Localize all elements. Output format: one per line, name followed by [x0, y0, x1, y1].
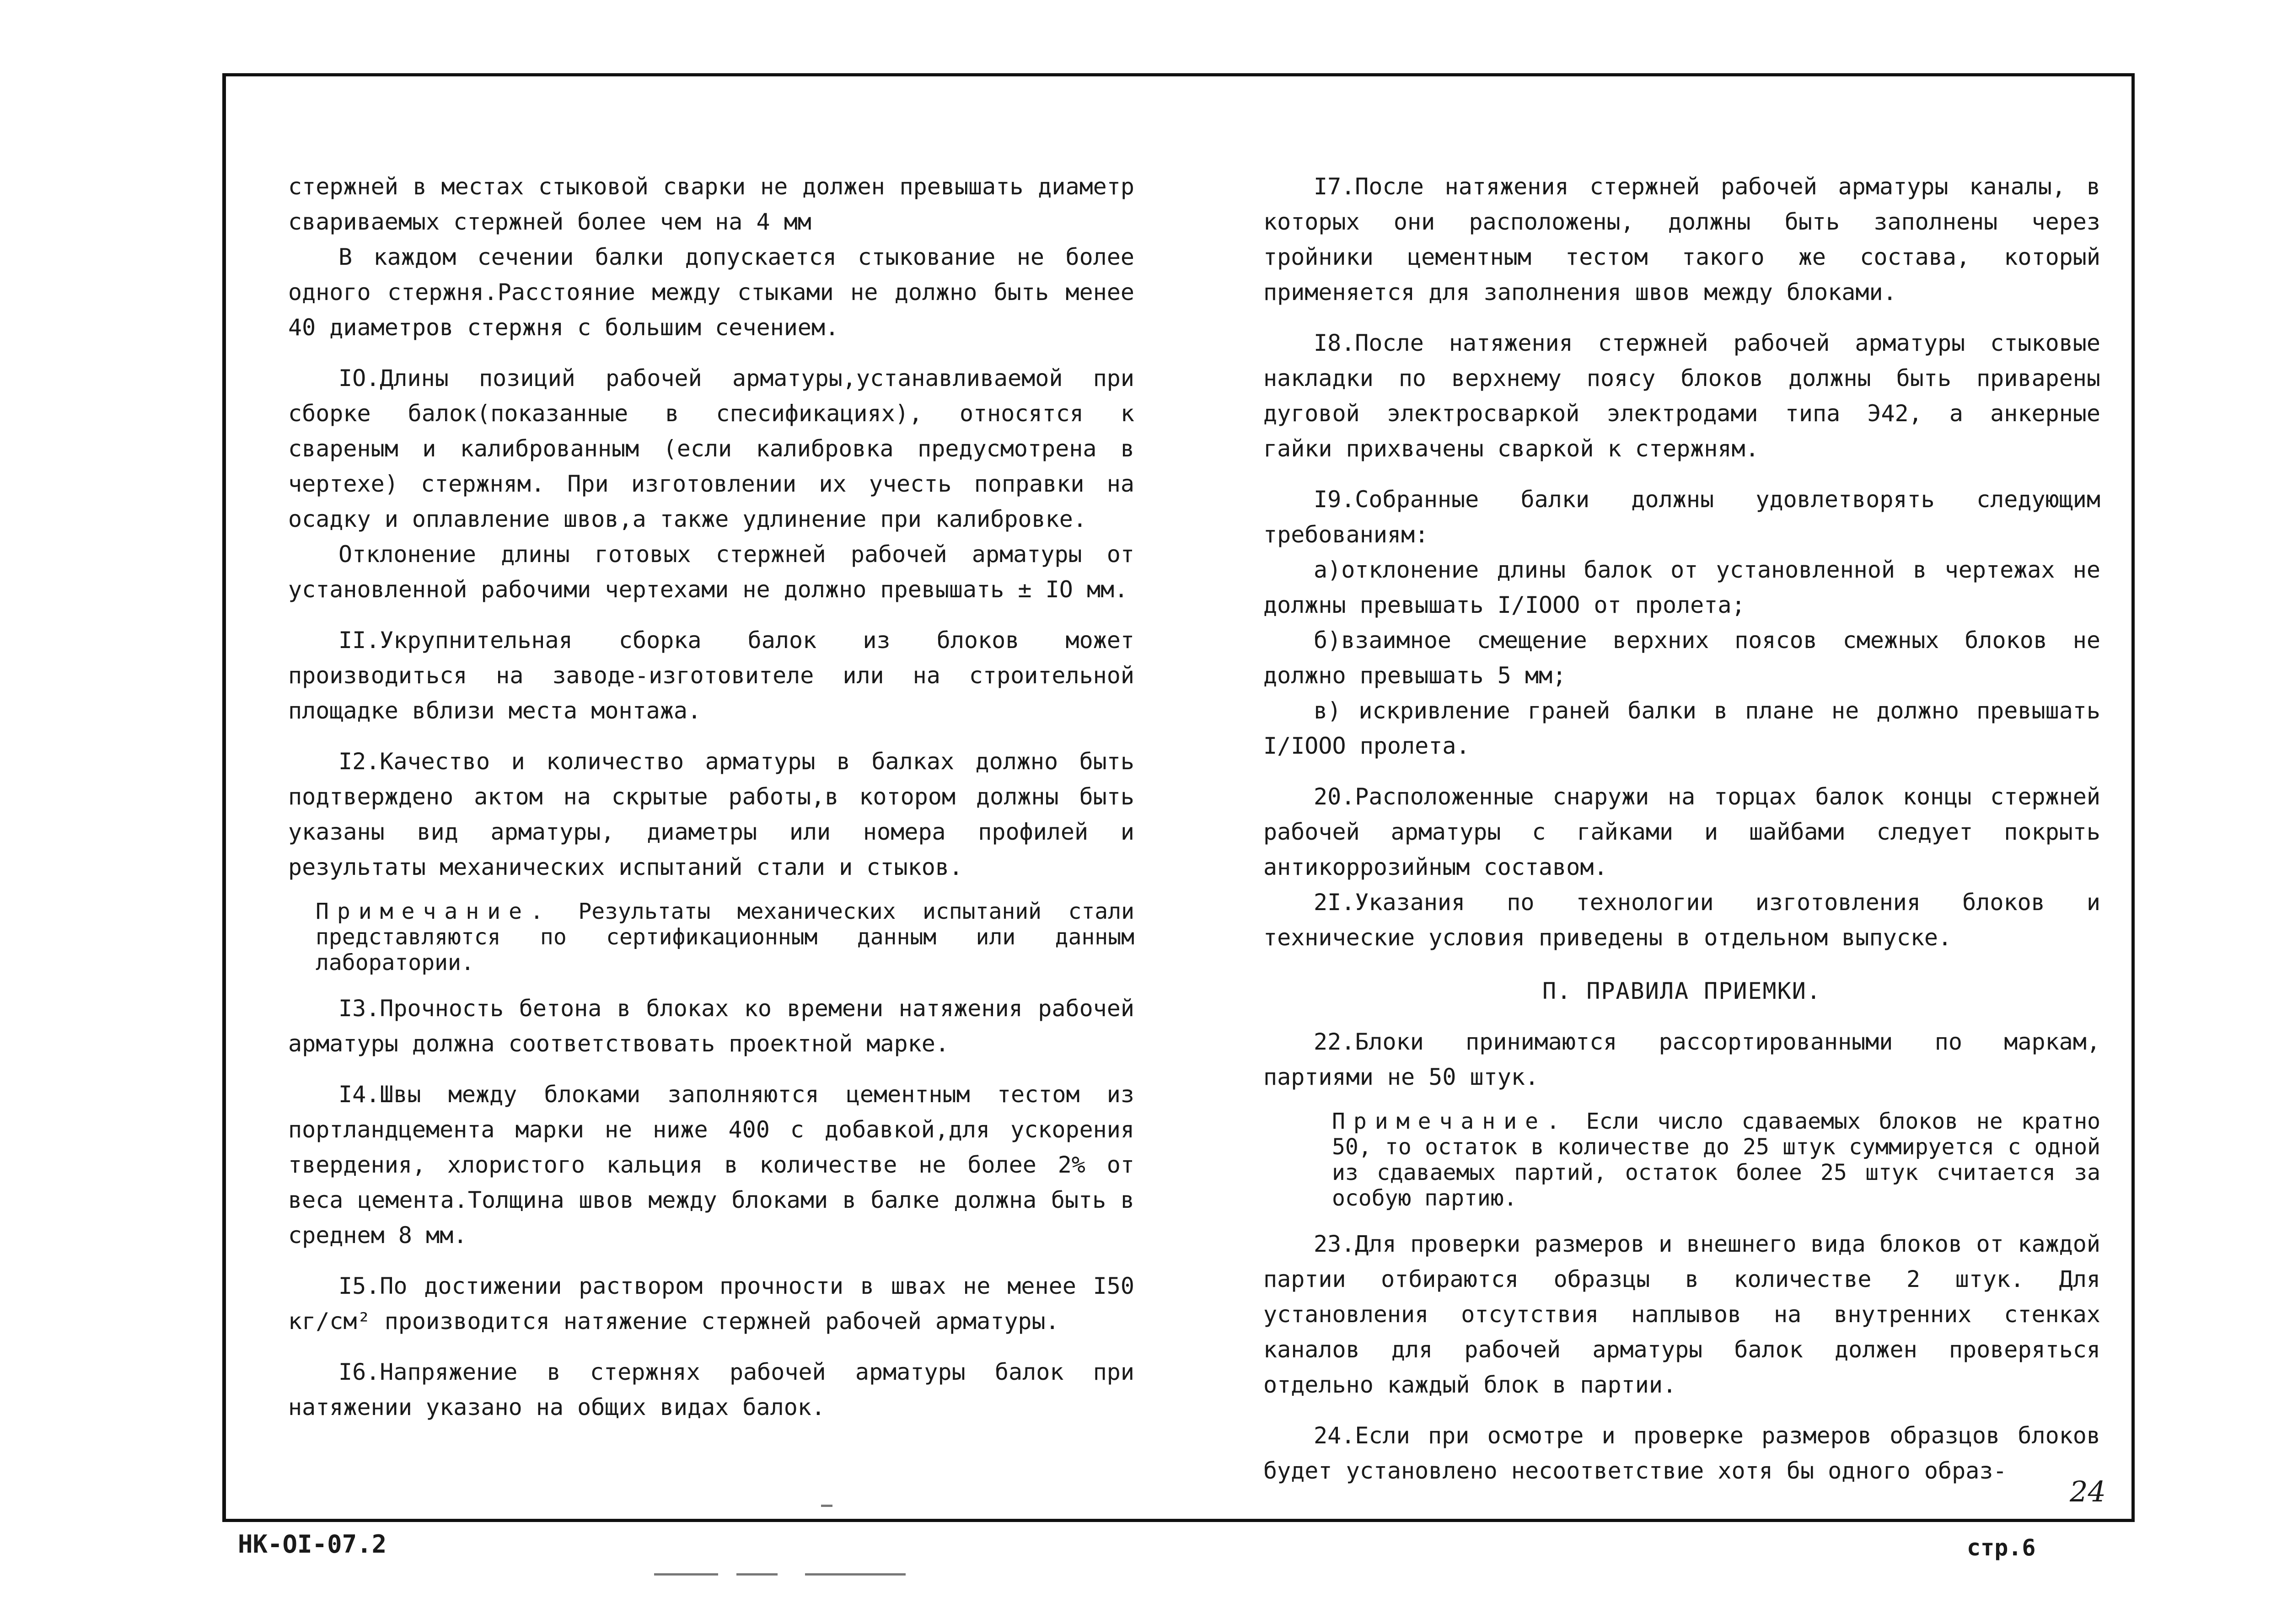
- right-note: [1263, 1109, 2100, 1211]
- scan-artifact-line: [736, 1573, 778, 1576]
- right-item-a: а)отклонение длины балок от установленной в чертежах не должны превышать I/IOOO от пролета;: [1263, 557, 2100, 618]
- right-note-label: Примечание.: [1332, 1109, 1568, 1134]
- left-paragraph-7: I3.Прочность бетона в блоках ко времени натяжения рабочей арматуры должна соответствовать проектной марке.: [288, 995, 1134, 1057]
- scan-artifact-line: [654, 1573, 718, 1576]
- scan-artifact-line: [821, 1505, 832, 1507]
- right-item-c: в) искривление граней балки в плане не должно превышать I/IOOO пролета.: [1263, 697, 2100, 759]
- left-paragraph-9: I5.По достижении раствором прочности в швах не менее I50 кг/см² производится натяжение стержней рабочей арматуры.: [288, 1273, 1134, 1335]
- left-paragraph-10: I6.Напряжение в стержнях рабочей арматуры балок при натяжении указано на общих видах балок.: [288, 1359, 1134, 1420]
- left-column: [288, 169, 1134, 1425]
- right-paragraph-21: 2I.Указания по технологии изготовления блоков и технические условия приведены в отдельном выпуске.: [1263, 889, 2100, 951]
- right-paragraph-23: 23.Для проверки размеров и внешнего вида блоков от каждой партии отбираются образцы в количестве 2 штук. Для установления отсутствия наплывов на внутренних стенках каналов для рабочей арматуры балок должен проверяться отдельно каждый блок в партии.: [1263, 1231, 2100, 1398]
- section-heading: П. ПРАВИЛА ПРИЕМКИ.: [1542, 978, 1821, 1004]
- left-note-label: Примечание.: [316, 899, 552, 924]
- left-paragraph-6: I2.Качество и количество арматуры в балках должно быть подтверждено актом на скрытые работы,в котором должны быть указаны вид арматуры, диаметры или номера профилей и результаты механических испытаний стали и стыков.: [288, 748, 1134, 880]
- left-note: [288, 899, 1134, 975]
- left-paragraph-2: В каждом сечении балки допускается стыкование не более одного стержня.Расстояние между стыками не должно быть менее 40 диаметров стержня с большим сечением.: [288, 244, 1134, 341]
- right-column: [1263, 169, 2100, 1489]
- left-paragraph-1: стержней в местах стыковой сварки не должен превышать диаметр свариваемых стержней более чем на 4 мм: [288, 173, 1134, 235]
- left-paragraph-3: IO.Длины позиций рабочей арматуры,устанавливаемой при сборке балок(показанные в спесификациях), относятся к свареным и калиброванным (если калибровка предусмотрена в чертехе) стержням. При изготовлении их учесть поправки на осадку и оплавление швов,а также удлинение при калибровке.: [288, 365, 1134, 532]
- scan-artifact-line: [805, 1573, 906, 1576]
- right-paragraph-19: I9.Собранные балки должны удовлетворять следующим требованиям:: [1263, 486, 2100, 548]
- right-paragraph-20: 20.Расположенные снаружи на торцах балок концы стержней рабочей арматуры с гайками и шайбами следует покрыть антикоррозийным составом.: [1263, 783, 2100, 880]
- left-paragraph-4: Отклонение длины готовых стержней рабочей арматуры от установленной рабочими чертехами не должно превышать ± IO мм.: [288, 541, 1134, 603]
- right-note-text: Если число сдаваемых блоков не кратно 50, то остаток в количестве до 25 штук суммируется с одной из сдаваемых партий, остаток более 25 штук считается за особую партию.: [1332, 1109, 2100, 1211]
- page-label: стр.6: [1967, 1534, 2036, 1561]
- right-paragraph-24: 24.Если при осмотре и проверке размеров образцов блоков будет установлено несоответствие хотя бы одного образ-: [1263, 1422, 2100, 1484]
- document-code: НК-OI-07.2: [238, 1530, 387, 1559]
- left-paragraph-5: II.Укрупнительная сборка балок из блоков может производиться на заводе-изготовителе или на строительной площадке вблизи места монтажа.: [288, 627, 1134, 724]
- handwritten-page-number: 24: [2070, 1475, 2106, 1508]
- left-note-text: Результаты механических испытаний стали представляются по сертификационным данным или данным лаборатории.: [316, 899, 1134, 975]
- left-paragraph-8: I4.Швы между блоками заполняются цементным тестом из портландцемента марки не ниже 400 с добавкой,для ускорения твердения, хлористого кальция в количестве не более 2% от веса цемента.Толщина швов между блоками в балке должна быть в среднем 8 мм.: [288, 1081, 1134, 1249]
- right-paragraph-22: 22.Блоки принимаются рассортированными по маркам, партиями не 50 штук.: [1263, 1029, 2100, 1090]
- right-paragraph-17: I7.После натяжения стержней рабочей арматуры каналы, в которых они расположены, должны быть заполнены через тройники цементным тестом такого же состава, который применяется для заполнения швов между блоками.: [1263, 173, 2100, 306]
- right-paragraph-18: I8.После натяжения стержней рабочей арматуры стыковые накладки по верхнему поясу блоков должны быть приварены дуговой электросваркой электродами типа Э42, а анкерные гайки прихвачены сваркой к стержням.: [1263, 330, 2100, 462]
- right-item-b: б)взаимное смещение верхних поясов смежных блоков не должно превышать 5 мм;: [1263, 627, 2100, 689]
